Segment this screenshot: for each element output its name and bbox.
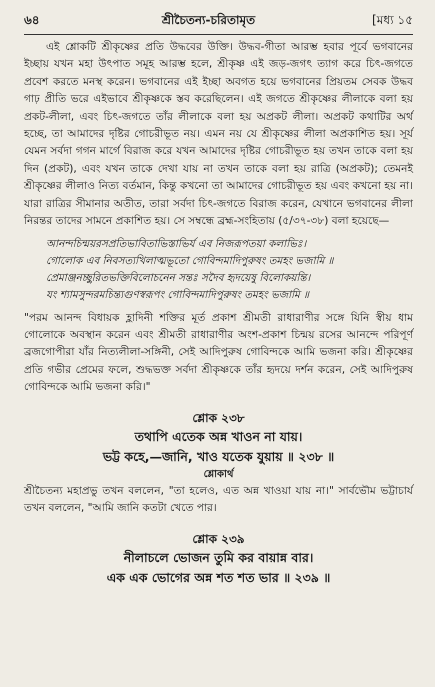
- page-body: [24, 35, 413, 588]
- section-label: [মধ্য ১৫: [372, 13, 413, 27]
- shlokartha-label: শ্লোকার্থ: [203, 468, 234, 480]
- verse-line: যং শ্যামসুন্দরমচিন্ত্যগুণস্বরূপং গোবিন্দমাদিপুরুষং তমহং ভজামি ॥: [46, 288, 310, 301]
- verse-line: গোলোক এব নিবসত্যখিলাত্মভূতো গোবিন্দমাদিপুরুষং তমহং ভজামি ॥: [46, 255, 334, 268]
- shloka-238-line-1: তথাপি এতেক অন্ন খাওন না যায়।: [134, 428, 303, 444]
- running-title: শ্রীচৈতন্য-চরিতামৃত: [161, 13, 256, 27]
- shloka-238-translation: শ্রীচৈতন্য মহাপ্রভু তখন বললেন, "তা হলেও, এত অন্ন খাওয়া যায় না।" সার্বভৌম ভট্টাচার্য তখন বললেন, "আমি জানি কতটা খেতে পার।: [24, 484, 413, 515]
- shloka-239-heading: শ্লোক ২৩৯: [192, 531, 245, 546]
- shloka-238-line-2: ভট্ট কহে,—জানি, খাও যতেক যুয়ায় ॥ ২৩৮ ॥: [102, 448, 335, 464]
- shloka-239-line-1: নীলাচলে ভোজন তুমি কর বায়ান্ন বার।: [123, 549, 314, 565]
- verse-translation-quote: "পরম আনন্দ বিধায়ক হ্লাদিনী শক্তির মূর্ত প্রকাশ শ্রীমতী রাধারাণীর সঙ্গে যিনি স্বীয় ধাম গোলোকে অবস্থান করেন এবং শ্রীমতী রাধারাণীর অংশ-প্রকাশ চিন্ময় রসের আনন্দে পরিপূর্ণ ব্রজগোপীরা যাঁর নিত্যলীলা-সঙ্গিনী, সেই আদিপুরুষ গোবিন্দকে আমি ভজনা করি। শ্রীকৃষ্ণের প্রতি গভীর প্রেমের ফলে, শুদ্ধভক্ত সর্বদা শ্রীকৃষ্ণকে তাঁর হৃদয়ে দর্শন করেন, সেই আদিপুরুষ গোবিন্দকে আমি ভজনা করি।": [24, 311, 413, 394]
- verse-line: প্রেমাঞ্জনচ্ছুরিতভক্তিবিলোচনেন সন্তঃ সদৈব হৃদয়েষু বিলোকয়ন্তি।: [46, 272, 311, 285]
- sanskrit-verse: [46, 236, 413, 303]
- shloka-238-heading: শ্লোক ২৩৮: [192, 410, 245, 425]
- commentary-paragraph: এই শ্লোকটি শ্রীকৃষ্ণের প্রতি উদ্ধবের উক্তি। উদ্ধব-গীতা আরম্ভ হবার পূর্বে ভগবানের ইচ্ছায় যখন মহা উৎপাত সমূহ আরম্ভ হলে, শ্রীকৃষ্ণ এই জড়-জগৎ ত্যাগ করে চিৎ-জগতে প্রবেশ করতে মনস্থ করেন। ভগবানের এই ইচ্ছা অবগত হয়ে ভগবানের প্রিয়তম সেবক উদ্ধব গাঢ় প্রীতি ভরে এইভাবে শ্রীকৃষ্ণকে স্তব করেছিলেন। এই জগতে শ্রীকৃষ্ণের লীলাকে বলা হয় প্রকট-লীলা, এবং চিৎ-জগতে তাঁর লীলাকে বলা হয় অপ্রকট লীলা। অপ্রকট কথাটির অর্থ হচ্ছে, তা আমাদের দৃষ্টির গোচরীভূত নয়। এমন নয় যে শ্রীকৃষ্ণের লীলা অপ্রকাশিত হয়। সূর্য যেমন সর্বদা গগন মার্গে বিরাজ করে যখন আমাদের দৃষ্টির গোচরীভূত হয় তখন তাকে বলা হয় দিন (প্রকট), এবং যখন তাকে দেখা যায় না তখন তাকে বলা হয় রাত্রি (অপ্রকট); তেমনই শ্রীকৃষ্ণের লীলাও নিত্য বর্তমান, কিন্তু কখনো তা আমাদের গোচরীভূত হয় এবং কখনো হয় না। যারা রাত্রির সীমানার অতীত, তারা সর্বদা চিৎ-জগতে বিরাজ করেন, যেখানে ভগবানের লীলা নিরন্তর তাদের সামনে প্রকাশিত হয়। সে সম্বন্ধে ব্রহ্ম-সংহিতায় (৫/৩৭-৩৮) বলা হয়েছে—: [24, 41, 413, 228]
- page-number: ৬৪: [24, 13, 40, 27]
- verse-line: আনন্দচিন্ময়রসপ্রতিভাবিতাভিস্তাভির্য এব নিজরূপতয়া কলাভিঃ।: [46, 238, 307, 251]
- page-header: [24, 10, 413, 35]
- shloka-239-line-2: এক এক ভোগের অন্ন শত শত ভার ॥ ২৩৯ ॥: [106, 569, 331, 585]
